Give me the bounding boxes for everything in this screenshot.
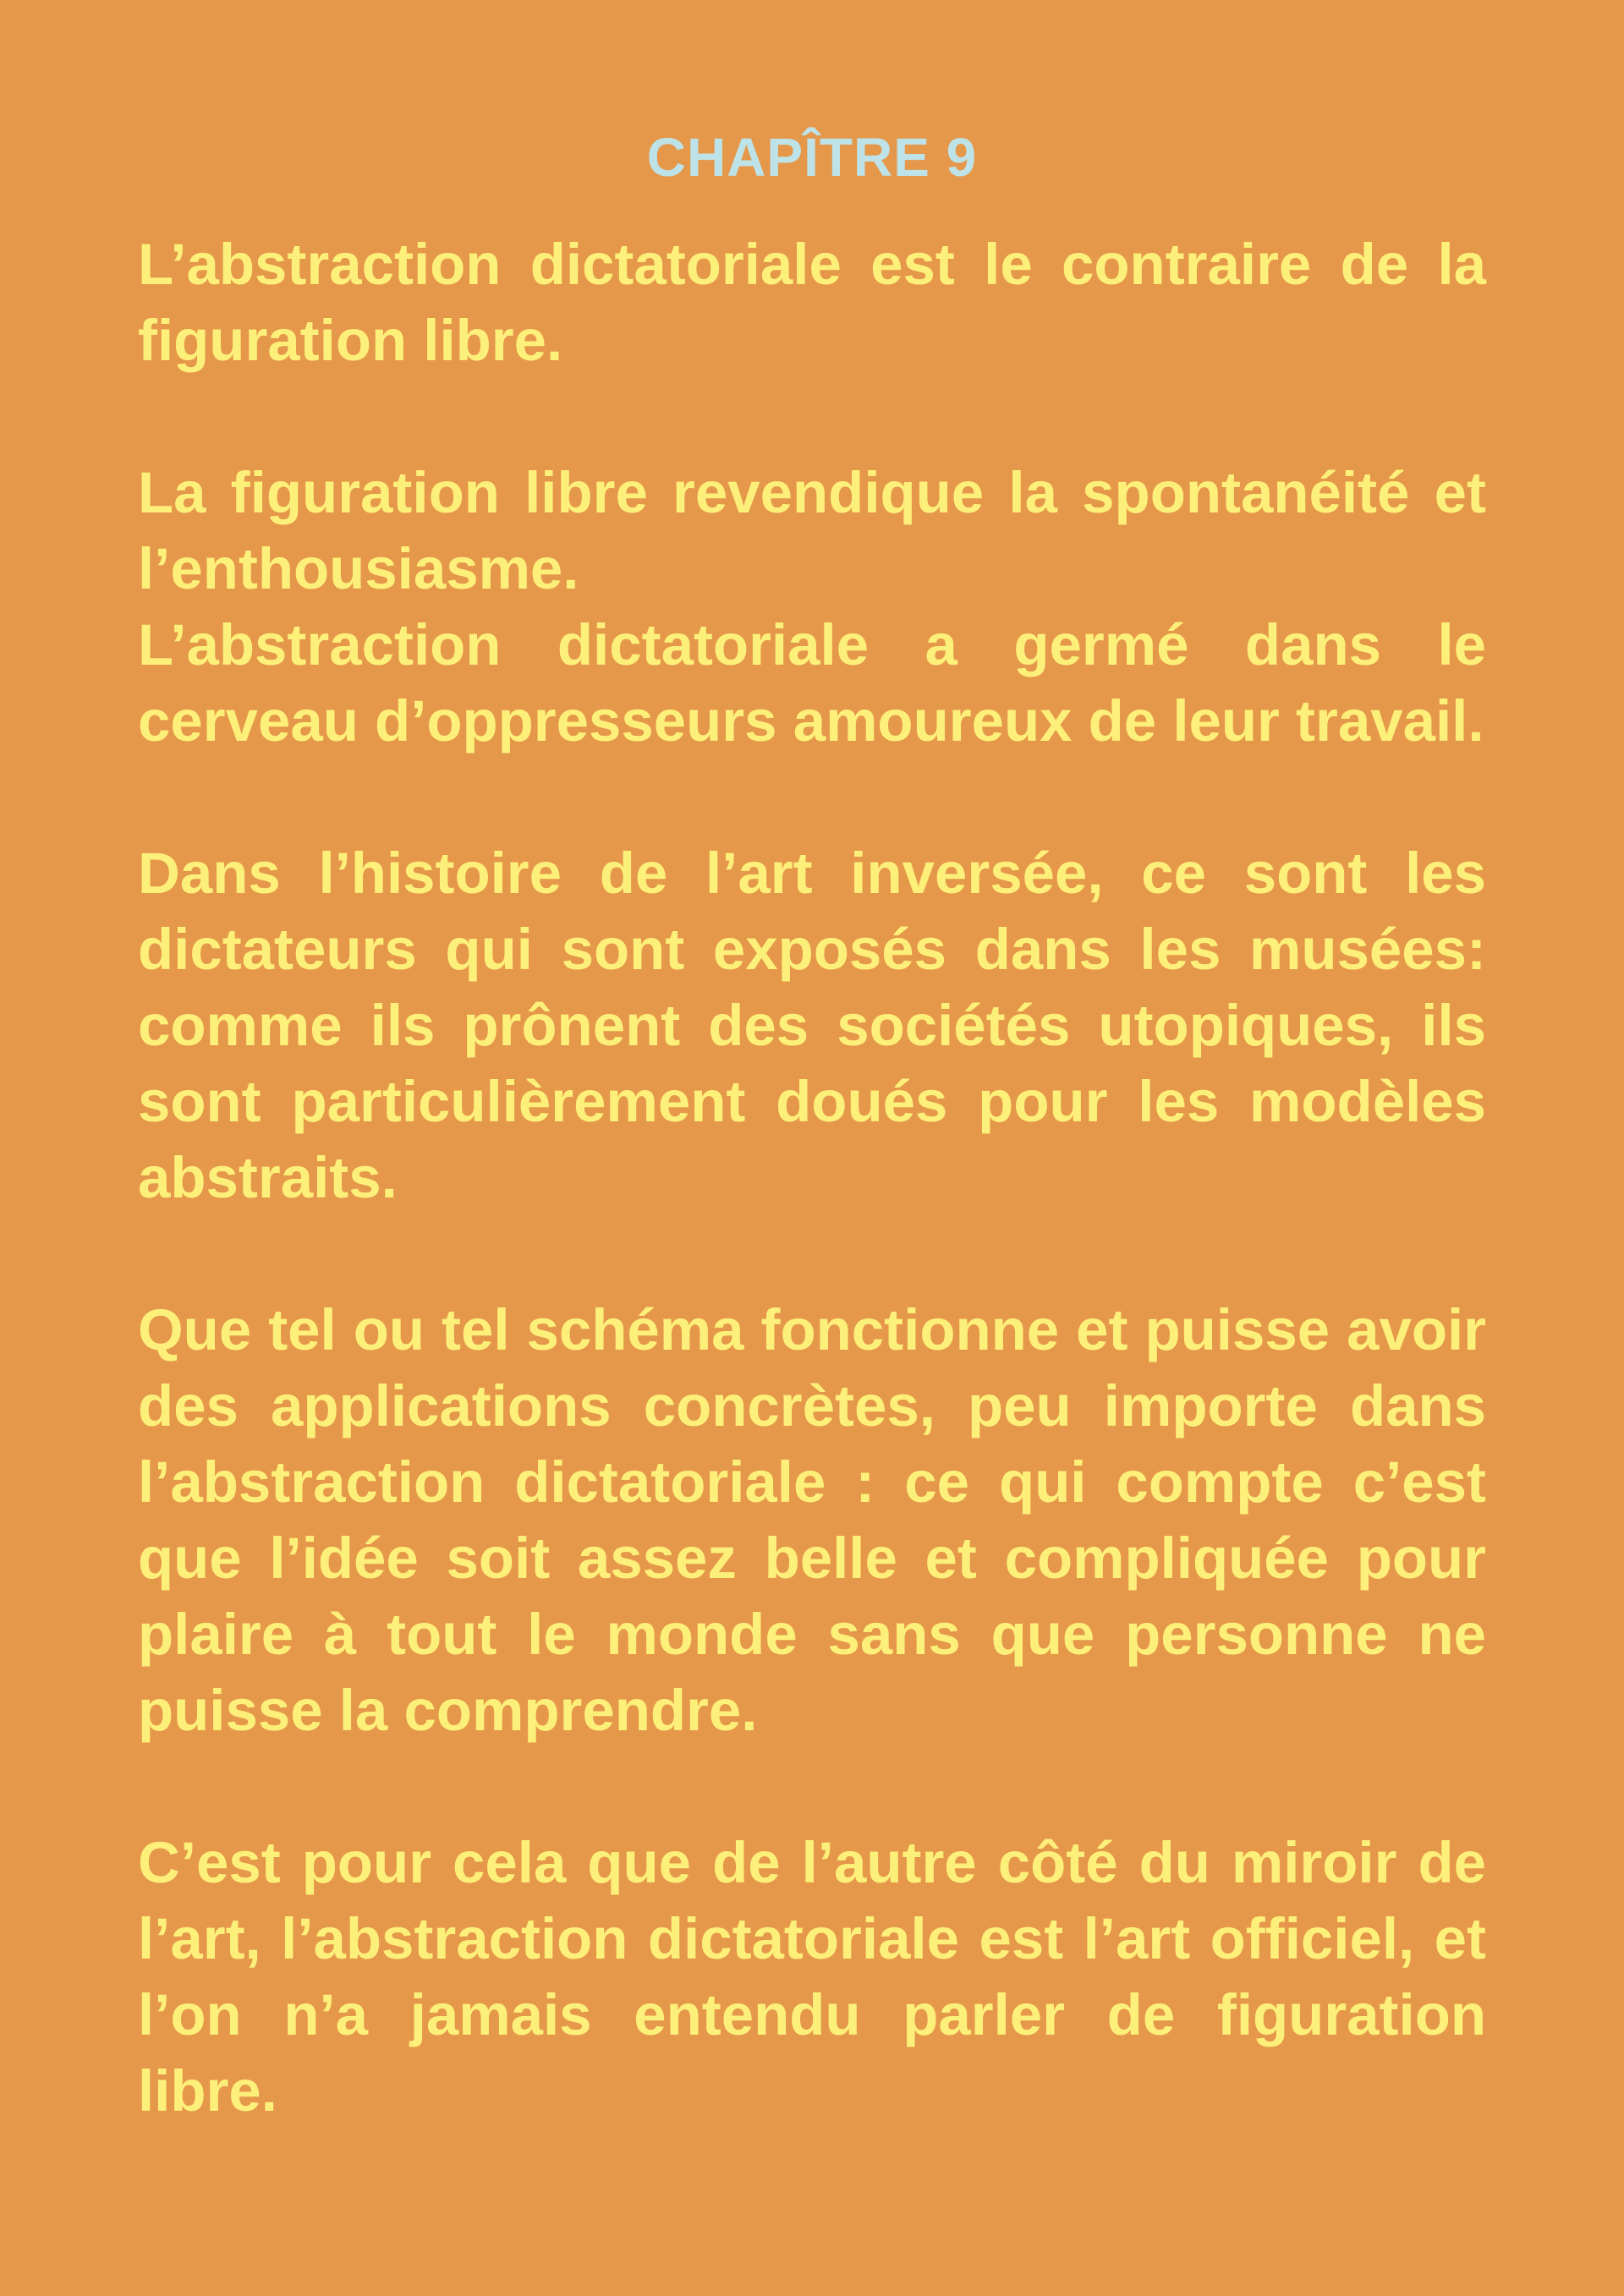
chapter-body [138,227,1486,2129]
paragraph-2: La figuration libre revendique la spontanéité et l’enthousiasme. [138,460,1486,601]
paragraph-1: L’abstraction dictatoriale est le contraire de la figuration libre. [138,232,1486,373]
chapter-title: CHAPÎTRE 9 [646,127,978,188]
paragraph-3: L’abstraction dictatoriale a germé dans le cerveau d’oppresseurs amoureux de leur travail. [138,612,1486,753]
paragraph-4: Dans l’histoire de l’art inversée, ce sont les dictateurs qui sont exposés dans les musées: comme ils prônent des sociétés utopiques, ils sont particulièrement doués pour les modèles abstraits. [138,841,1486,1210]
paragraph-6: C’est pour cela que de l’autre côté du miroir de l’art, l’abstraction dictatoriale est l’art officiel, et l’on n’a jamais entendu parler de figuration libre. [138,1830,1486,2123]
paragraph-5: Que tel ou tel schéma fonctionne et puisse avoir des applications concrètes, peu importe dans l’abstraction dictatoriale : ce qui compte c’est que l’idée soit assez belle et compliquée pour plaire à tout le monde sans que personne ne puisse la comprendre. [138,1297,1486,1743]
